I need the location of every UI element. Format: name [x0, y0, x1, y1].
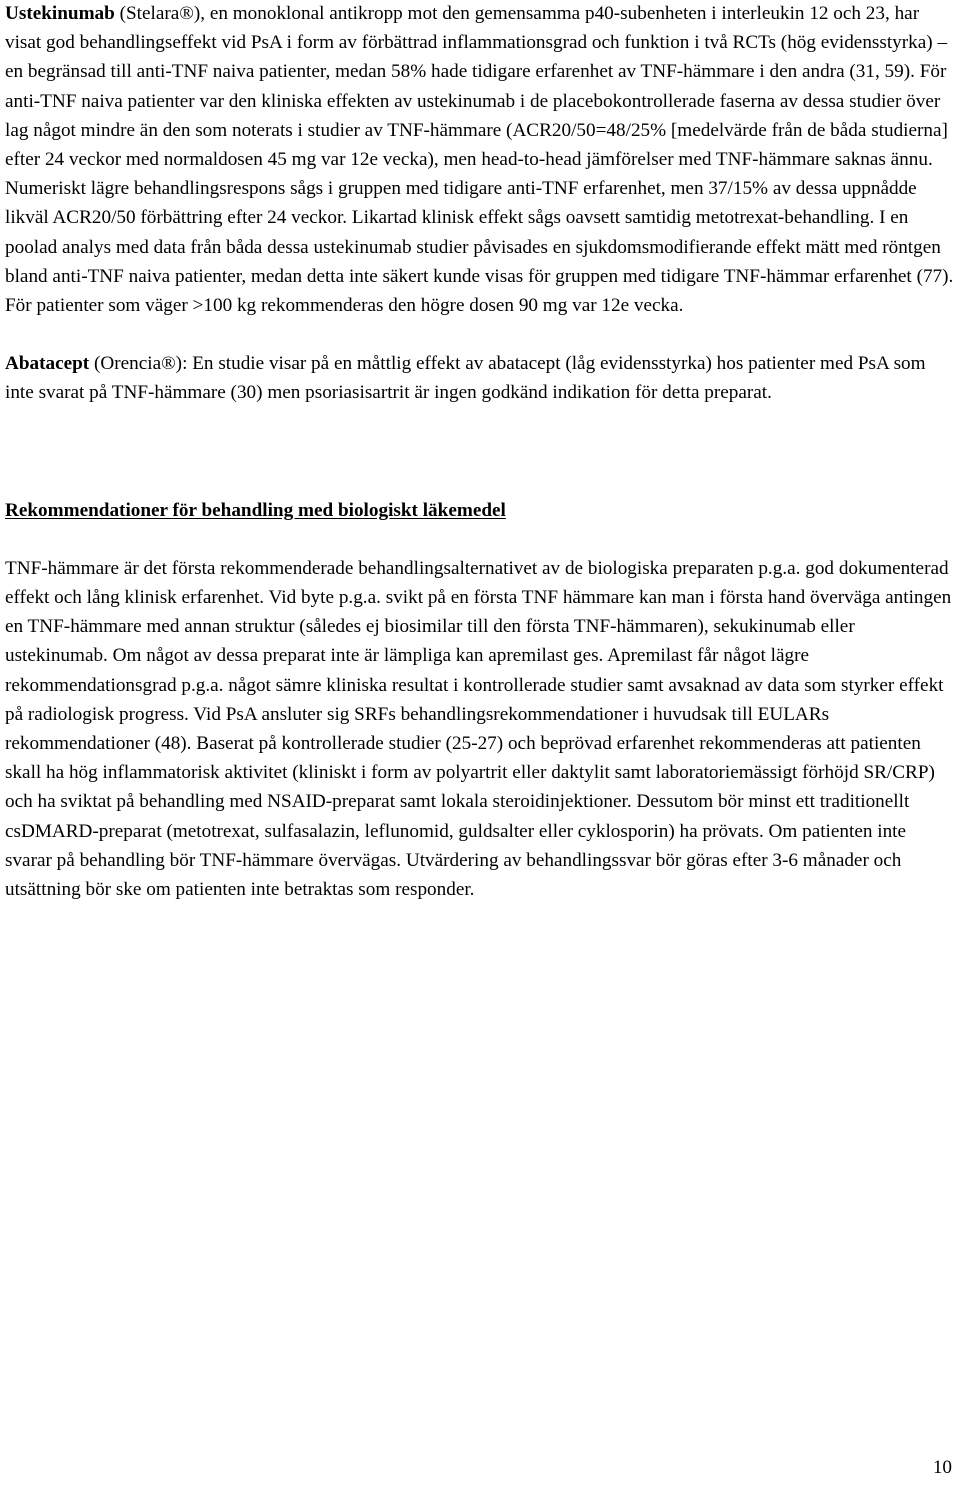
section-heading: Rekommendationer för behandling med biologiskt läkemedel [5, 499, 506, 521]
paragraph-recommendations: TNF-hämmare är det första rekommenderade behandlingsalternativet av de biologiska preparaten p.g.a. god dokumenterad effekt och lång klinisk erfarenhet. Vid byte p.g.a. svikt på en första TNF hämmare kan man i första hand överväga antingen en TNF-hämmare med annan struktur (således ej biosimilar till den första TNF-hämmaren), sekukinumab eller ustekinumab. Om något av dessa preparat inte är lämpliga kan apremilast ges. Apremilast får något lägre rekommendationsgrad p.g.a. något sämre kliniska resultat i kontrollerade studier samt avsaknad av data som styrker effekt på radiologisk progress. Vid PsA ansluter sig SRFs behandlingsrekommendationer i huvudsak till EULARs rekommendationer (48). Baserat på kontrollerade studier (25-27) och beprövad erfarenhet rekommenderas att patienten skall ha hög inflammatorisk aktivitet (kliniskt i form av polyartrit eller daktylit samt laboratoriemässigt förhöjd SR/CRP) och ha sviktat på behandling med NSAID-preparat samt lokala steroidinjektioner. Dessutom bör minst ett traditionellt csDMARD-preparat (metotrexat, sulfasalazin, leflunomid, guldsalter eller cyklosporin) ha prövats. Om patienten inte svarar på behandling bör TNF-hämmare övervägas. Utvärdering av behandlingssvar bör göras efter 3-6 månader och utsättning bör ske om patienten inte betraktas som responder. [5, 557, 952, 901]
drug-name-ustekinumab: Ustekinumab [5, 3, 115, 24]
paragraph-abatacept-text: (Orencia®): En studie visar på en måttlig effekt av abatacept (låg evidensstyrka) hos patienter med PsA som inte svarat på TNF-hämmare (30) men psoriasisartrit är ingen godkänd indikation för detta preparat. [5, 353, 926, 404]
paragraph-ustekinumab [5, 0, 957, 320]
document-page [5, 0, 957, 904]
page-number: 10 [932, 1457, 952, 1478]
paragraph-ustekinumab-text: (Stelara®), en monoklonal antikropp mot den gemensamma p40-subenheten i interleukin 12 och 23, har visat god behandlingseffekt vid PsA i form av förbättrad inflammationsgrad och funktion i två RCTs (hög evidensstyrka) – en begränsad till anti-TNF naiva patienter, medan 58% hade tidigare erfarenhet av TNF-hämmare i den andra (31, 59). För anti-TNF naiva patienter var den kliniska effekten av ustekinumab i de placebokontrollerade faserna av dessa studier över lag något mindre än den som noterats i studier av TNF-hämmare (ACR20/50=48/25% [medelvärde från de båda studierna] efter 24 veckor med normaldosen 45 mg var 12e vecka), men head-to-head jämförelser med TNF-hämmare saknas ännu. Numeriskt lägre behandlingsrespons sågs i gruppen med tidigare anti-TNF erfarenhet, men 37/15% av dessa uppnådde likväl ACR20/50 förbättring efter 24 veckor. Likartad klinisk effekt sågs oavsett samtidig metotrexat-behandling. I en poolad analys med data från båda dessa ustekinumab studier påvisades en sjukdomsmodifierande effekt mätt med röntgen bland anti-TNF naiva patienter, medan detta inte säkert kunde visas för gruppen med tidigare TNF-hämmar erfarenhet (77). För patienter som väger >100 kg rekommenderas den högre dosen 90 mg var 12e vecka. [5, 3, 954, 317]
paragraph-abatacept [5, 349, 957, 407]
drug-name-abatacept: Abatacept [5, 353, 90, 375]
